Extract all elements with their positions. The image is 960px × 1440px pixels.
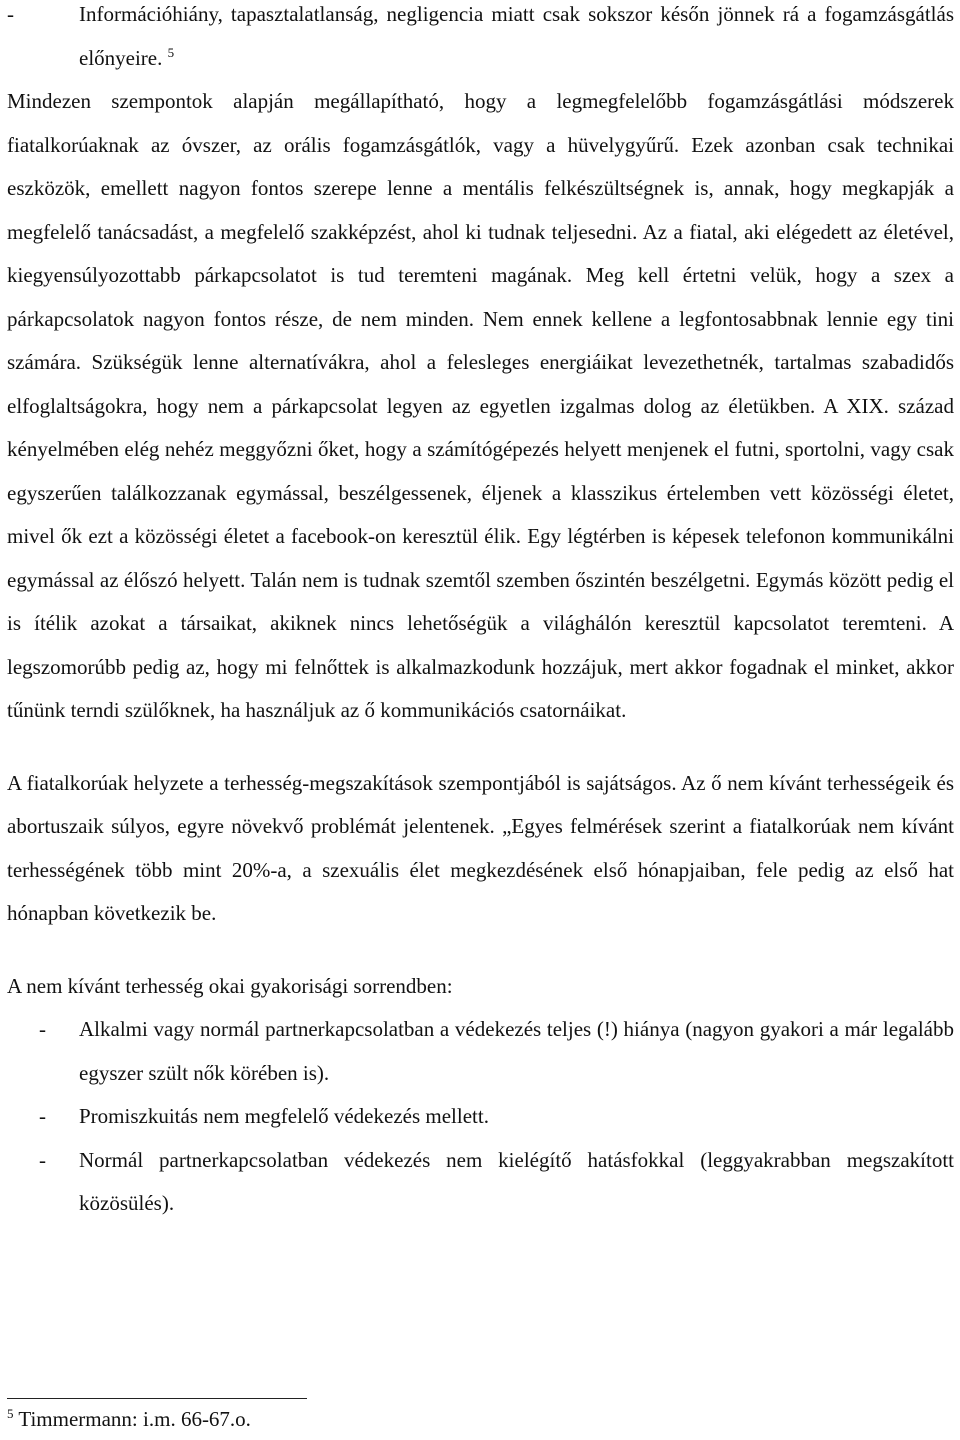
paragraph: A fiatalkorúak helyzete a terhesség-megszakítások szempontjából is sajátságos. Az ő nem kívánt terhességeik és abortuszaik súlyos, egyre növekvő problémát jelentenek. „Egyes felmérések szerint a fiatalkorúak nem kívánt terhességének több mint 20%-a, a szexuális élet megkezdésének első hónapjaiban, fele pedig az első hat hónapban következik be. xyxy=(7,770,954,925)
list-item xyxy=(7,1139,954,1226)
footnote xyxy=(7,1405,251,1433)
list-intro: A nem kívánt terhesség okai gyakorisági sorrendben: xyxy=(7,973,453,998)
paragraph: Mindezen szempontok alapján megállapítható, hogy a legmegfelelőbb fogamzásgátlási módszerek fiatalkorúaknak az óvszer, az orális fogamzásgátlók, vagy a hüvelygyűrű. Ezek azonban csak technikai eszközök, emellett nagyon fontos szerepe lenne a mentális felkészültségnek is, annak, hogy megkapják a megfelelő tanácsadást, a megfelelő szakképzést, ahol ki tudnak teljesedni. Az a fiatal, aki elégedett az életével, kiegyensúlyozottabb párkapcsolatot is tud teremteni magának. Meg kell értetni velük, hogy a szex a párkapcsolatok nagyon fontos része, de nem minden. Nem ennek kellene a legfontosabbnak lennie egy tini számára. Szükségük lenne alternatívákra, ahol a felesleges energiáikat levezethetnék, tartalmas szabadidős elfoglaltságokra, hogy nem a párkapcsolat legyen az egyetlen izgalmas dolog az életükben. A XIX. század kényelmében elég nehéz meggyőzni őket, hogy a számítógépezés helyett menjenek el futni, sportolni, vagy csak egyszerűen találkozzanak egymással, beszélgessenek, éljenek a klasszikus értelemben vett közösségi életet, mivel ők ezt a közösségi életet a facebook-on keresztül élik. Egy légtérben is képesek telefonon kommunikálni egymással az élőszó helyett. Talán nem is tudnak szemtől szemben őszintén beszélgetni. Egymás között pedig el is ítélik azokat a társaikat, akiknek nincs lehetőségük a világhálón keresztül kapcsolatot teremteni. A legszomorúbb pedig az, hogy mi felnőttek is alkalmazkodunk hozzájuk, mert akkor fogadnak el minket, akkor tűnünk terndi szülőknek, ha használjuk az ő kommunikációs csatornáikat. xyxy=(7,89,954,722)
list-item xyxy=(7,0,954,80)
footnote-number: 5 xyxy=(7,1406,14,1421)
list-item-text: Normál partnerkapcsolatban védekezés nem kielégítő hatásfokkal (leggyakrabban megszakított közösülés). xyxy=(79,1147,954,1215)
footnote-text: Timmermann: i.m. 66-67.o. xyxy=(18,1407,251,1431)
list-item-text xyxy=(79,0,954,80)
list-dash: - xyxy=(7,2,14,26)
list-item-text: Promiszkuitás nem megfelelő védekezés mellett. xyxy=(79,1104,489,1128)
list-item xyxy=(7,1095,954,1139)
list-item-body: Információhiány, tapasztalatlanság, negligencia miatt csak sokszor későn jönnek rá a fogamzásgátlás előnyeire. xyxy=(79,2,954,70)
list-dash: - xyxy=(39,1017,46,1041)
footnote-ref[interactable]: 5 xyxy=(167,44,175,60)
list-dash: - xyxy=(39,1147,46,1172)
list-dash: - xyxy=(39,1104,46,1128)
list-item-text: Alkalmi vagy normál partnerkapcsolatban a védekezés teljes (!) hiánya (nagyon gyakori a már legalább egyszer szült nők körében is). xyxy=(79,1017,954,1085)
footnote-divider xyxy=(7,1398,307,1399)
list-item xyxy=(7,1008,954,1095)
